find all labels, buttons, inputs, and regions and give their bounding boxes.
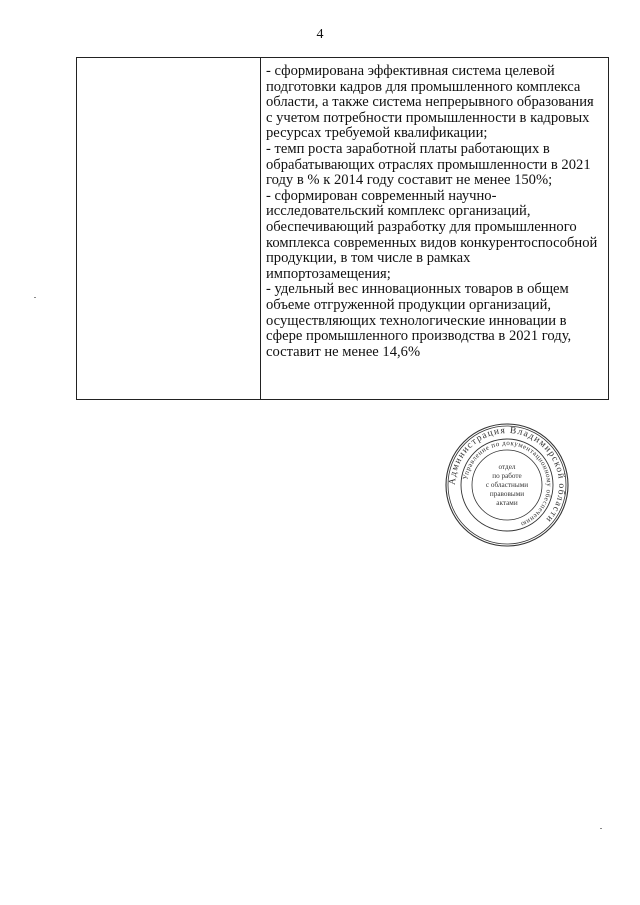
- stamp-middle-text: Управление по документационному обеспечению: [461, 438, 554, 529]
- scan-speck: [600, 828, 602, 829]
- stamp-center-line: по работе: [492, 472, 522, 480]
- scan-speck: [34, 297, 36, 298]
- stamp-center-line: с областными: [485, 481, 529, 489]
- stamp-center-line: отдел: [498, 463, 516, 471]
- list-item: - темп роста заработной платы работающих в обрабатывающих отраслях промышленности в 2021 году в % к 2014 году составит не менее 150%;: [266, 140, 591, 189]
- stamp-center-line: актами: [496, 499, 518, 507]
- table-left-cell: [77, 58, 261, 399]
- page-number: 4: [316, 27, 324, 42]
- list-item: - сформирован современный научно- исследовательский комплекс организаций, обеспечивающий разработку для промышленного комплекса современных видов конкурентоспособной продукции, в том числе в рамках импортозамещения;: [266, 187, 598, 282]
- document-table: [76, 57, 609, 400]
- stamp-center-line: правовыми: [489, 490, 525, 498]
- official-stamp: [444, 422, 570, 548]
- table-right-cell: [261, 58, 608, 399]
- stamp-outer-text: Администрация Владимирской области: [447, 425, 567, 525]
- list-item: - удельный вес инновационных товаров в общем объеме отгруженной продукции организаций, осуществляющих технологические инновации в сфере промышленного производства в 2021 году, составит не менее 14,6%: [266, 281, 572, 360]
- list-item: - сформирована эффективная система целевой подготовки кадров для промышленного комплекса области, а также система непрерывного образования с учетом потребности промышленности в кадровых ресурсах требуемой квалификации;: [266, 63, 594, 142]
